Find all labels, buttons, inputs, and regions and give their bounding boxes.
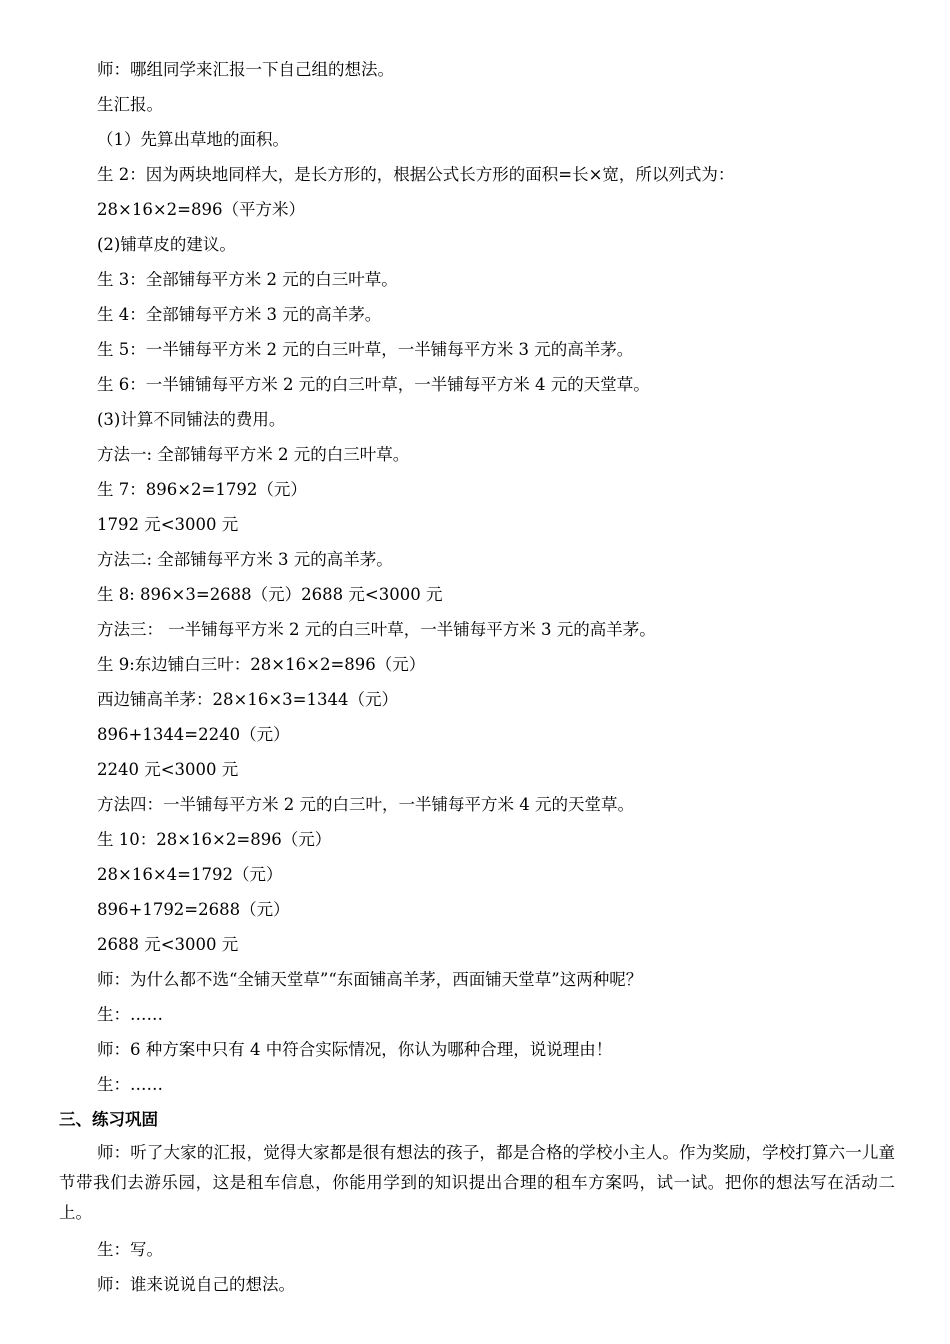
text-line: 生 9:东边铺白三叶：28×16×2=896（元） [97,655,426,674]
text-line: 方法三： 一半铺每平方米 2 元的白三叶草，一半铺每平方米 3 元的高羊茅。 [97,620,656,639]
text-line: 生：写。 [97,1240,163,1259]
text-line: 生 3：全部铺每平方米 2 元的白三叶草。 [97,270,398,289]
body-paragraph: 师：听了大家的汇报，觉得大家都是很有想法的孩子，都是合格的学校小主人。作为奖励，学校打算六一儿童节带我们去游乐园，这是租车信息，你能用学到的知识提出合理的租车方案吗，试一试。把你的想法写在活动二上。 [59,1143,895,1222]
text-line: (3)计算不同铺法的费用。 [97,410,286,429]
section-heading: 三、练习巩固 [59,1110,158,1129]
text-line: 方法二: 全部铺每平方米 3 元的高羊茅。 [97,550,393,569]
text-line: 生 7：896×2=1792（元） [97,480,307,499]
text-line: 生 5：一半铺每平方米 2 元的白三叶草，一半铺每平方米 3 元的高羊茅。 [97,340,634,359]
text-line: 师：为什么都不选“全铺天堂草”“东面铺高羊茅，西面铺天堂草”这两种呢？ [97,970,643,989]
text-line: 生：…… [97,1075,163,1094]
text-line: 方法四：一半铺每平方米 2 元的白三叶，一半铺每平方米 4 元的天堂草。 [97,795,634,814]
text-line: （1）先算出草地的面积。 [97,130,289,149]
text-line: (2)铺草皮的建议。 [97,235,236,254]
text-line: 生 10：28×16×2=896（元） [97,830,332,849]
text-line: 28×16×2=896（平方米） [97,200,305,219]
text-line: 生 6：一半铺铺每平方米 2 元的白三叶草，一半铺每平方米 4 元的天堂草。 [97,375,650,394]
text-line: 西边铺高羊茅：28×16×3=1344（元） [97,690,398,709]
text-line: 2688 元<3000 元 [97,935,239,954]
text-line: 师：哪组同学来汇报一下自己组的想法。 [97,60,394,79]
text-line: 师：6 种方案中只有 4 中符合实际情况，你认为哪种合理，说说理由！ [97,1040,613,1059]
text-line: 1792 元<3000 元 [97,515,239,534]
text-line: 生 4：全部铺每平方米 3 元的高羊茅。 [97,305,382,324]
text-line: 方法一: 全部铺每平方米 2 元的白三叶草。 [97,445,410,464]
text-line: 师：谁来说说自己的想法。 [97,1275,295,1294]
text-line: 生：…… [97,1005,163,1024]
text-line: 896+1344=2240（元） [97,725,290,744]
text-line: 2240 元<3000 元 [97,760,239,779]
text-line: 896+1792=2688（元） [97,900,290,919]
text-line: 生汇报。 [97,95,163,114]
text-line: 生 2：因为两块地同样大，是长方形的，根据公式长方形的面积=长×宽，所以列式为： [97,165,735,184]
text-line: 生 8: 896×3=2688（元）2688 元<3000 元 [97,585,443,604]
text-line: 28×16×4=1792（元） [97,865,283,884]
